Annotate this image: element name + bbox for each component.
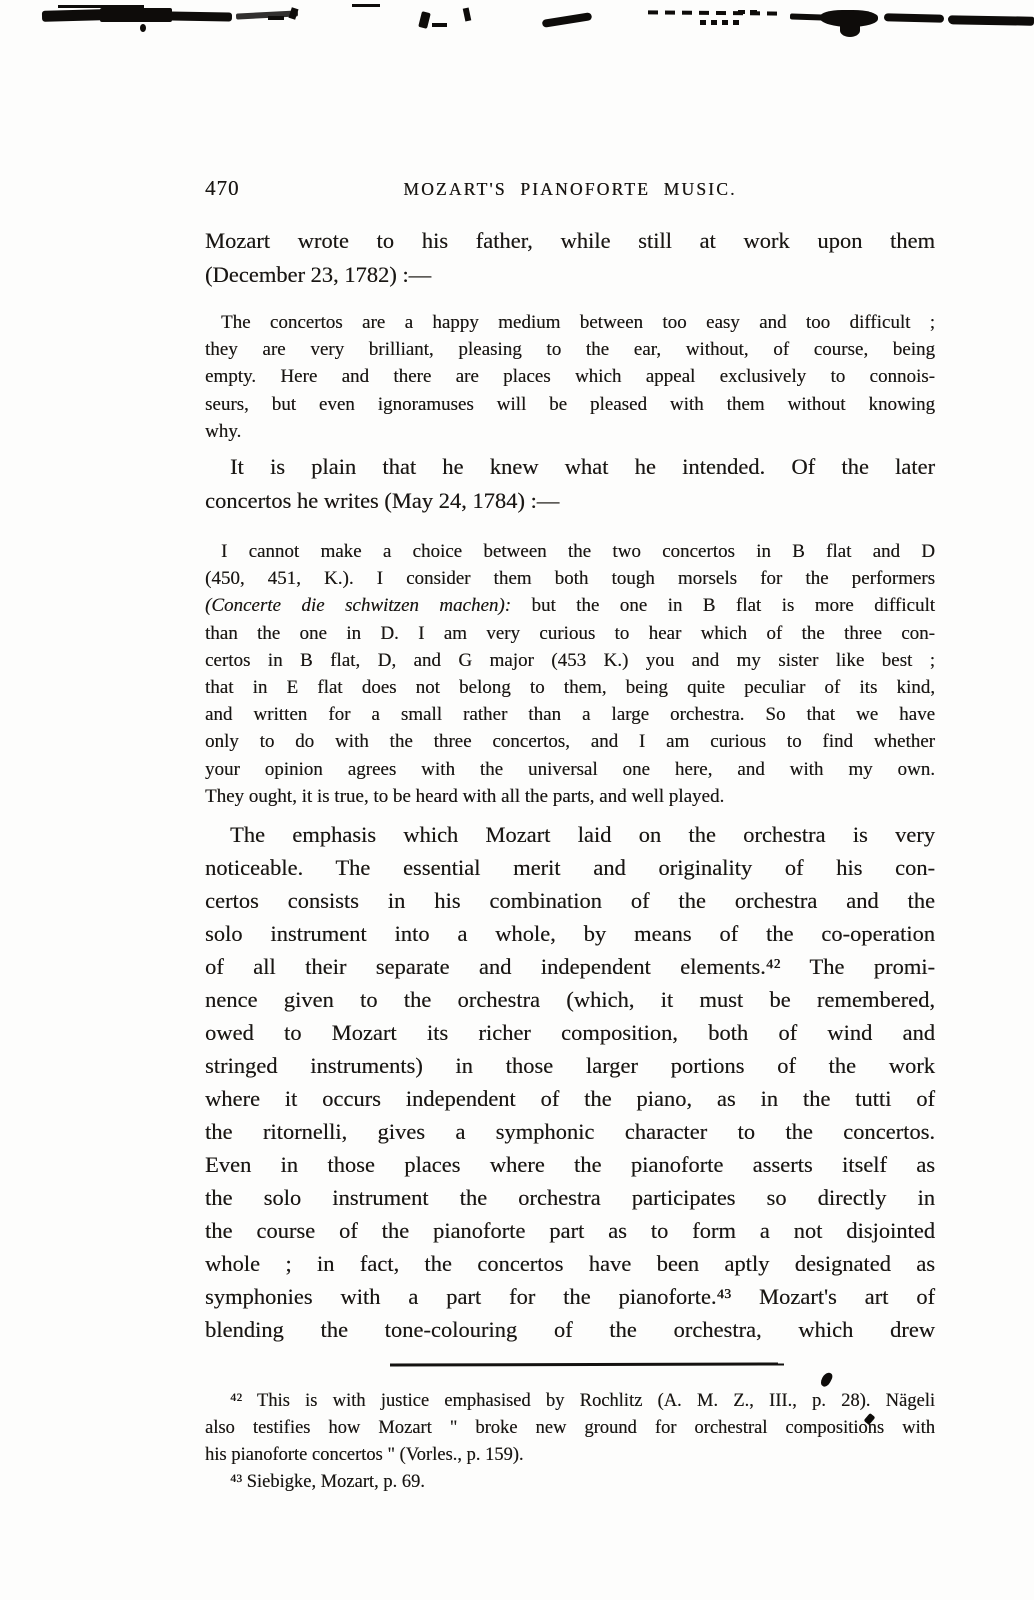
text-line-with-footnote-marker: symphonies with a part for the pianoforte.⁴³ Mozart's art of — [205, 1284, 935, 1309]
text-line: solo instrument into a whole, by means of the co-operation — [205, 921, 935, 946]
footnote-line: ⁴² This is with justice emphasised by Rochlitz (A. M. Z., III., p. 28). Nägeli — [230, 1391, 935, 1411]
text-line: I cannot make a choice between the two concertos in B flat and D — [221, 541, 935, 562]
text-line: only to do with the three concertos, and I am curious to find whether — [205, 731, 935, 753]
text-line: the solo instrument the orchestra participates so directly in — [205, 1185, 935, 1210]
ink-dashes — [648, 10, 780, 15]
text-line: They ought, it is true, to be heard with all the parts, and well played. — [205, 785, 725, 807]
text-line: than the one in D. I am very curious to hear which of the three con- — [205, 622, 935, 644]
text-line: the ritornelli, gives a symphonic character to the concertos. — [205, 1119, 935, 1144]
text-line-with-footnote-marker: of all their separate and independent elements.⁴² The promi- — [205, 954, 935, 979]
text-line: concertos he writes (May 24, 1784) :— — [205, 488, 560, 513]
text-line: (December 23, 1782) :— — [205, 262, 432, 287]
text-line: the course of the pianoforte part as to form a not disjointed — [205, 1218, 935, 1243]
ink-smudge — [42, 9, 104, 22]
ink-smudge — [463, 8, 472, 22]
page-number: 470 — [205, 176, 240, 200]
paragraph-intro — [205, 224, 935, 292]
ink-comma-mark — [819, 1371, 834, 1388]
ink-smudge — [352, 4, 380, 7]
text-line: The concertos are a happy medium between too easy and too difficult ; — [221, 312, 935, 333]
text-line: It is plain that he knew what he intended. Of the later — [230, 454, 935, 479]
text-line: Even in those places where the pianoforte asserts itself as — [205, 1152, 935, 1177]
footnote-line: his pianoforte concertos " (Vorles., p. 159). — [205, 1445, 524, 1465]
ink-smudge — [542, 12, 593, 28]
text-line: blending the tone-colouring of the orchestra, which drew — [205, 1317, 935, 1342]
italic-german-phrase: (Concerte die schwitzen machen): — [205, 595, 532, 617]
ink-smudge — [268, 16, 284, 20]
text-line: why. — [205, 420, 242, 442]
text-line-with-italic: (Concerte die schwitzen machen): but the one in B flat is more difficult — [205, 595, 935, 617]
text-line: and written for a small rather than a large orchestra. So that we have — [205, 704, 935, 726]
text-line: seurs, but even ignoramuses will be pleased with them without knowing — [205, 393, 935, 415]
text-line: certos consists in his combination of the orchestra and the — [205, 888, 935, 913]
ink-smudge — [948, 15, 1034, 25]
text-line: empty. Here and there are places which appeal exclusively to connois- — [205, 366, 935, 388]
ink-smudge — [884, 13, 944, 23]
ink-smudge — [100, 8, 172, 22]
paragraph-it-is-plain — [205, 450, 935, 518]
running-title: MOZART'S PIANOFORTE MUSIC. — [403, 179, 737, 199]
text-line: whole ; in fact, the concertos have been aptly designated as — [205, 1251, 935, 1276]
ink-smudge — [432, 23, 447, 27]
text-line: that in E flat does not belong to them, being quite peculiar of its kind, — [205, 677, 935, 699]
ink-smudge — [288, 7, 298, 20]
ink-dot — [140, 24, 146, 32]
ink-smudge — [790, 13, 824, 20]
text-line: The emphasis which Mozart laid on the orchestra is very — [230, 822, 935, 847]
text-line: noticeable. The essential merit and originality of his con- — [205, 855, 935, 880]
text-line: (450, 451, K.). I consider them both tough morsels for the performers — [205, 568, 935, 590]
text-line: Mozart wrote to his father, while still at work upon them — [205, 228, 935, 253]
letter-quote-1782 — [205, 309, 935, 445]
letter-quote-1784 — [205, 538, 935, 810]
text-line: where it occurs independent of the piano, as in the tutti of — [205, 1086, 935, 1111]
footnote-divider-rule — [390, 1362, 778, 1366]
footnote-line: ⁴³ Siebigke, Mozart, p. 69. — [230, 1472, 425, 1492]
paragraph-emphasis-orchestra — [205, 818, 935, 1346]
footnotes-block — [205, 1388, 935, 1496]
ink-dashes — [700, 20, 740, 25]
text-line: owed to Mozart its richer composition, both of wind and — [205, 1020, 935, 1045]
ink-smudge — [418, 11, 431, 29]
text-line: your opinion agrees with the universal one here, and with my own. — [205, 758, 935, 780]
footnote-line: also testifies how Mozart " broke new ground for orchestral compositions with — [205, 1418, 935, 1438]
text-line: nence given to the orchestra (which, it must be remembered, — [205, 987, 935, 1012]
text-line: stringed instruments) in those larger portions of the work — [205, 1053, 935, 1078]
ink-blob — [840, 24, 860, 37]
text-line: they are very brilliant, pleasing to the ear, without, of course, being — [205, 339, 935, 361]
text-line: certos in B flat, D, and G major (453 K.) you and my sister like best ; — [205, 649, 935, 671]
ink-smudge — [168, 11, 232, 21]
